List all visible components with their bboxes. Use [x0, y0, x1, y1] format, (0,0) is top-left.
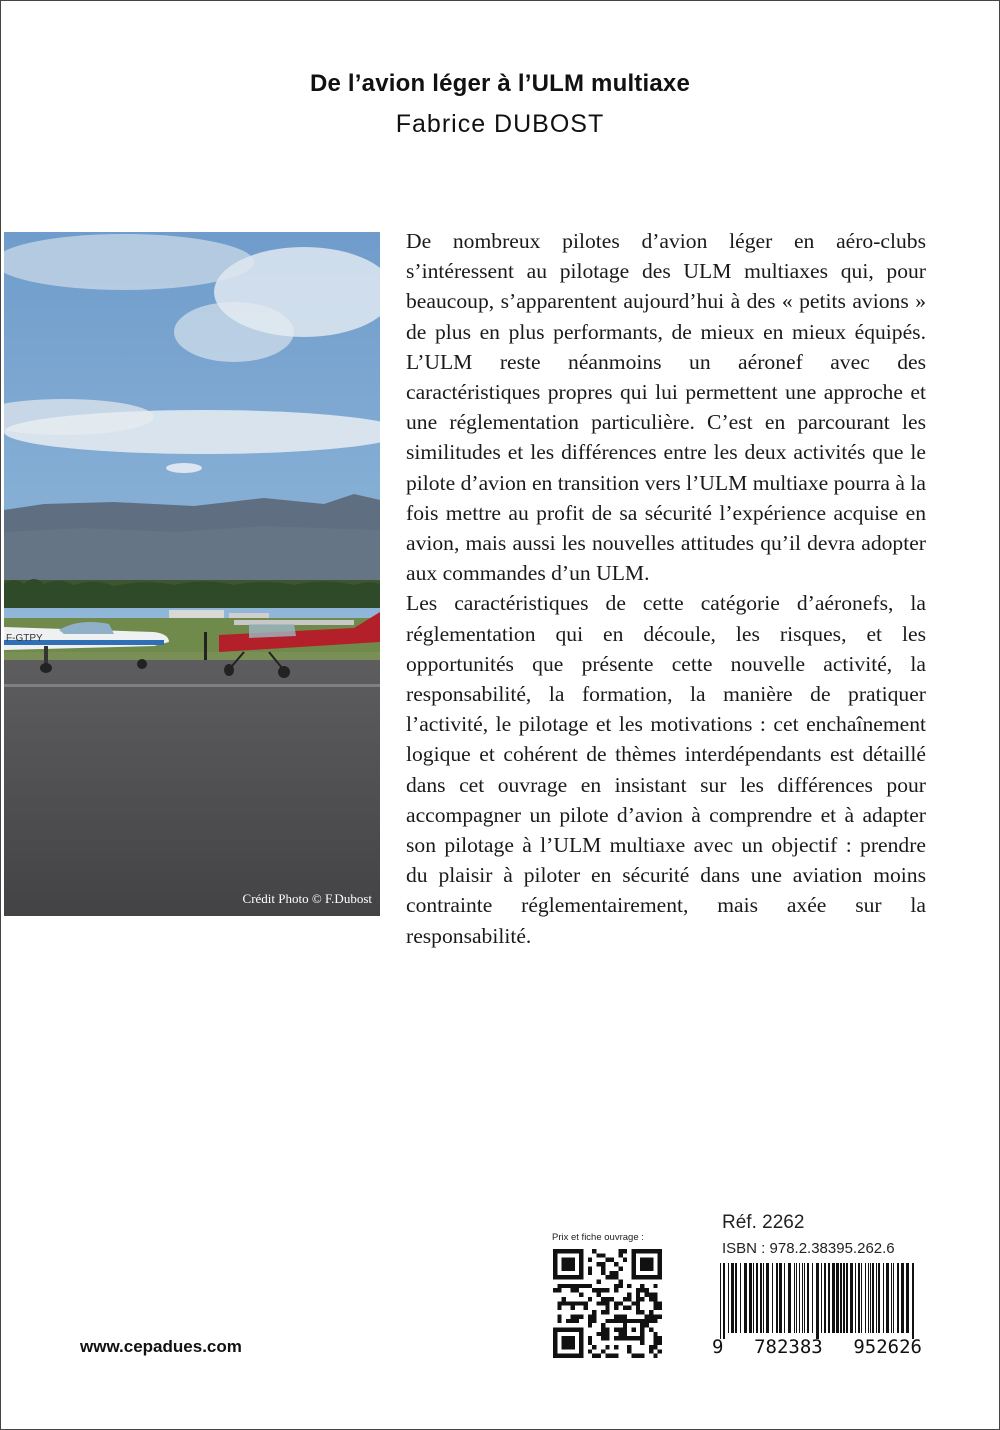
reference-number: Réf. 2262 [722, 1212, 805, 1233]
blurb-paragraph-1: De nombreux pilotes d’avion léger en aéro-clubs s’intéressent au pilotage des ULM multiaxes qui, pour beaucoup, s’apparentent aujourd’hui à des « petits avions » de plus en plus performants, de mieux en mieux équipés. L’ULM reste néanmoins un aéronef avec des caractéristiques propres qui lui permettent une approche et une réglementation particulière. C’est en parcourant les similitudes et les différences entre les deux activités que le pilote d’avion en transition vers l’ULM multiaxe pourra à la fois mettre au profit de sa sécurité l’expérience acquise en avion, mais aussi les nouvelles attitudes qu’il devra adopter aux commandes d’un ULM. [406, 229, 926, 586]
book-title: De l’avion léger à l’ULM multiaxe [309, 70, 691, 97]
qr-label: Prix et fiche ouvrage : [552, 1232, 644, 1243]
ean-digits-right: 952626 [853, 1336, 922, 1358]
qr-code[interactable] [553, 1249, 662, 1358]
cover-photo [4, 232, 380, 916]
photo-credit: Crédit Photo © F.Dubost [242, 891, 372, 906]
isbn: ISBN : 978.2.38395.262.6 [722, 1240, 895, 1257]
aircraft-registration: F-GTPY [6, 633, 43, 644]
author-name: Fabrice DUBOST [395, 110, 605, 138]
ean-digits [712, 1336, 922, 1358]
back-cover-blurb [406, 226, 926, 951]
ean-digit-lead: 9 [712, 1336, 724, 1358]
isbn-barcode [712, 1263, 922, 1339]
blurb-paragraph-2: Les caractéristiques de cette catégorie d’aéronefs, la réglementation qui en découle, les risques, et les opportunités que présente cette nouvelle activité, la responsabilité, la formation, la manière de pratiquer l’activité, le pilotage et les motivations : cet enchaînement logique et cohérent de thèmes interdépendants est détaillé dans cet ouvrage en insistant sur les différences pour accompagner un pilote d’avion à comprendre et à adapter son pilotage à l’ULM multiaxe avec un objectif : prendre du plaisir à piloter en sécurité dans une aviation moins contrainte réglementairement, mais axée sur la responsabilité. [406, 591, 926, 948]
publisher-website[interactable]: www.cepadues.com [80, 1337, 242, 1356]
ean-digits-left: 782383 [754, 1336, 823, 1358]
